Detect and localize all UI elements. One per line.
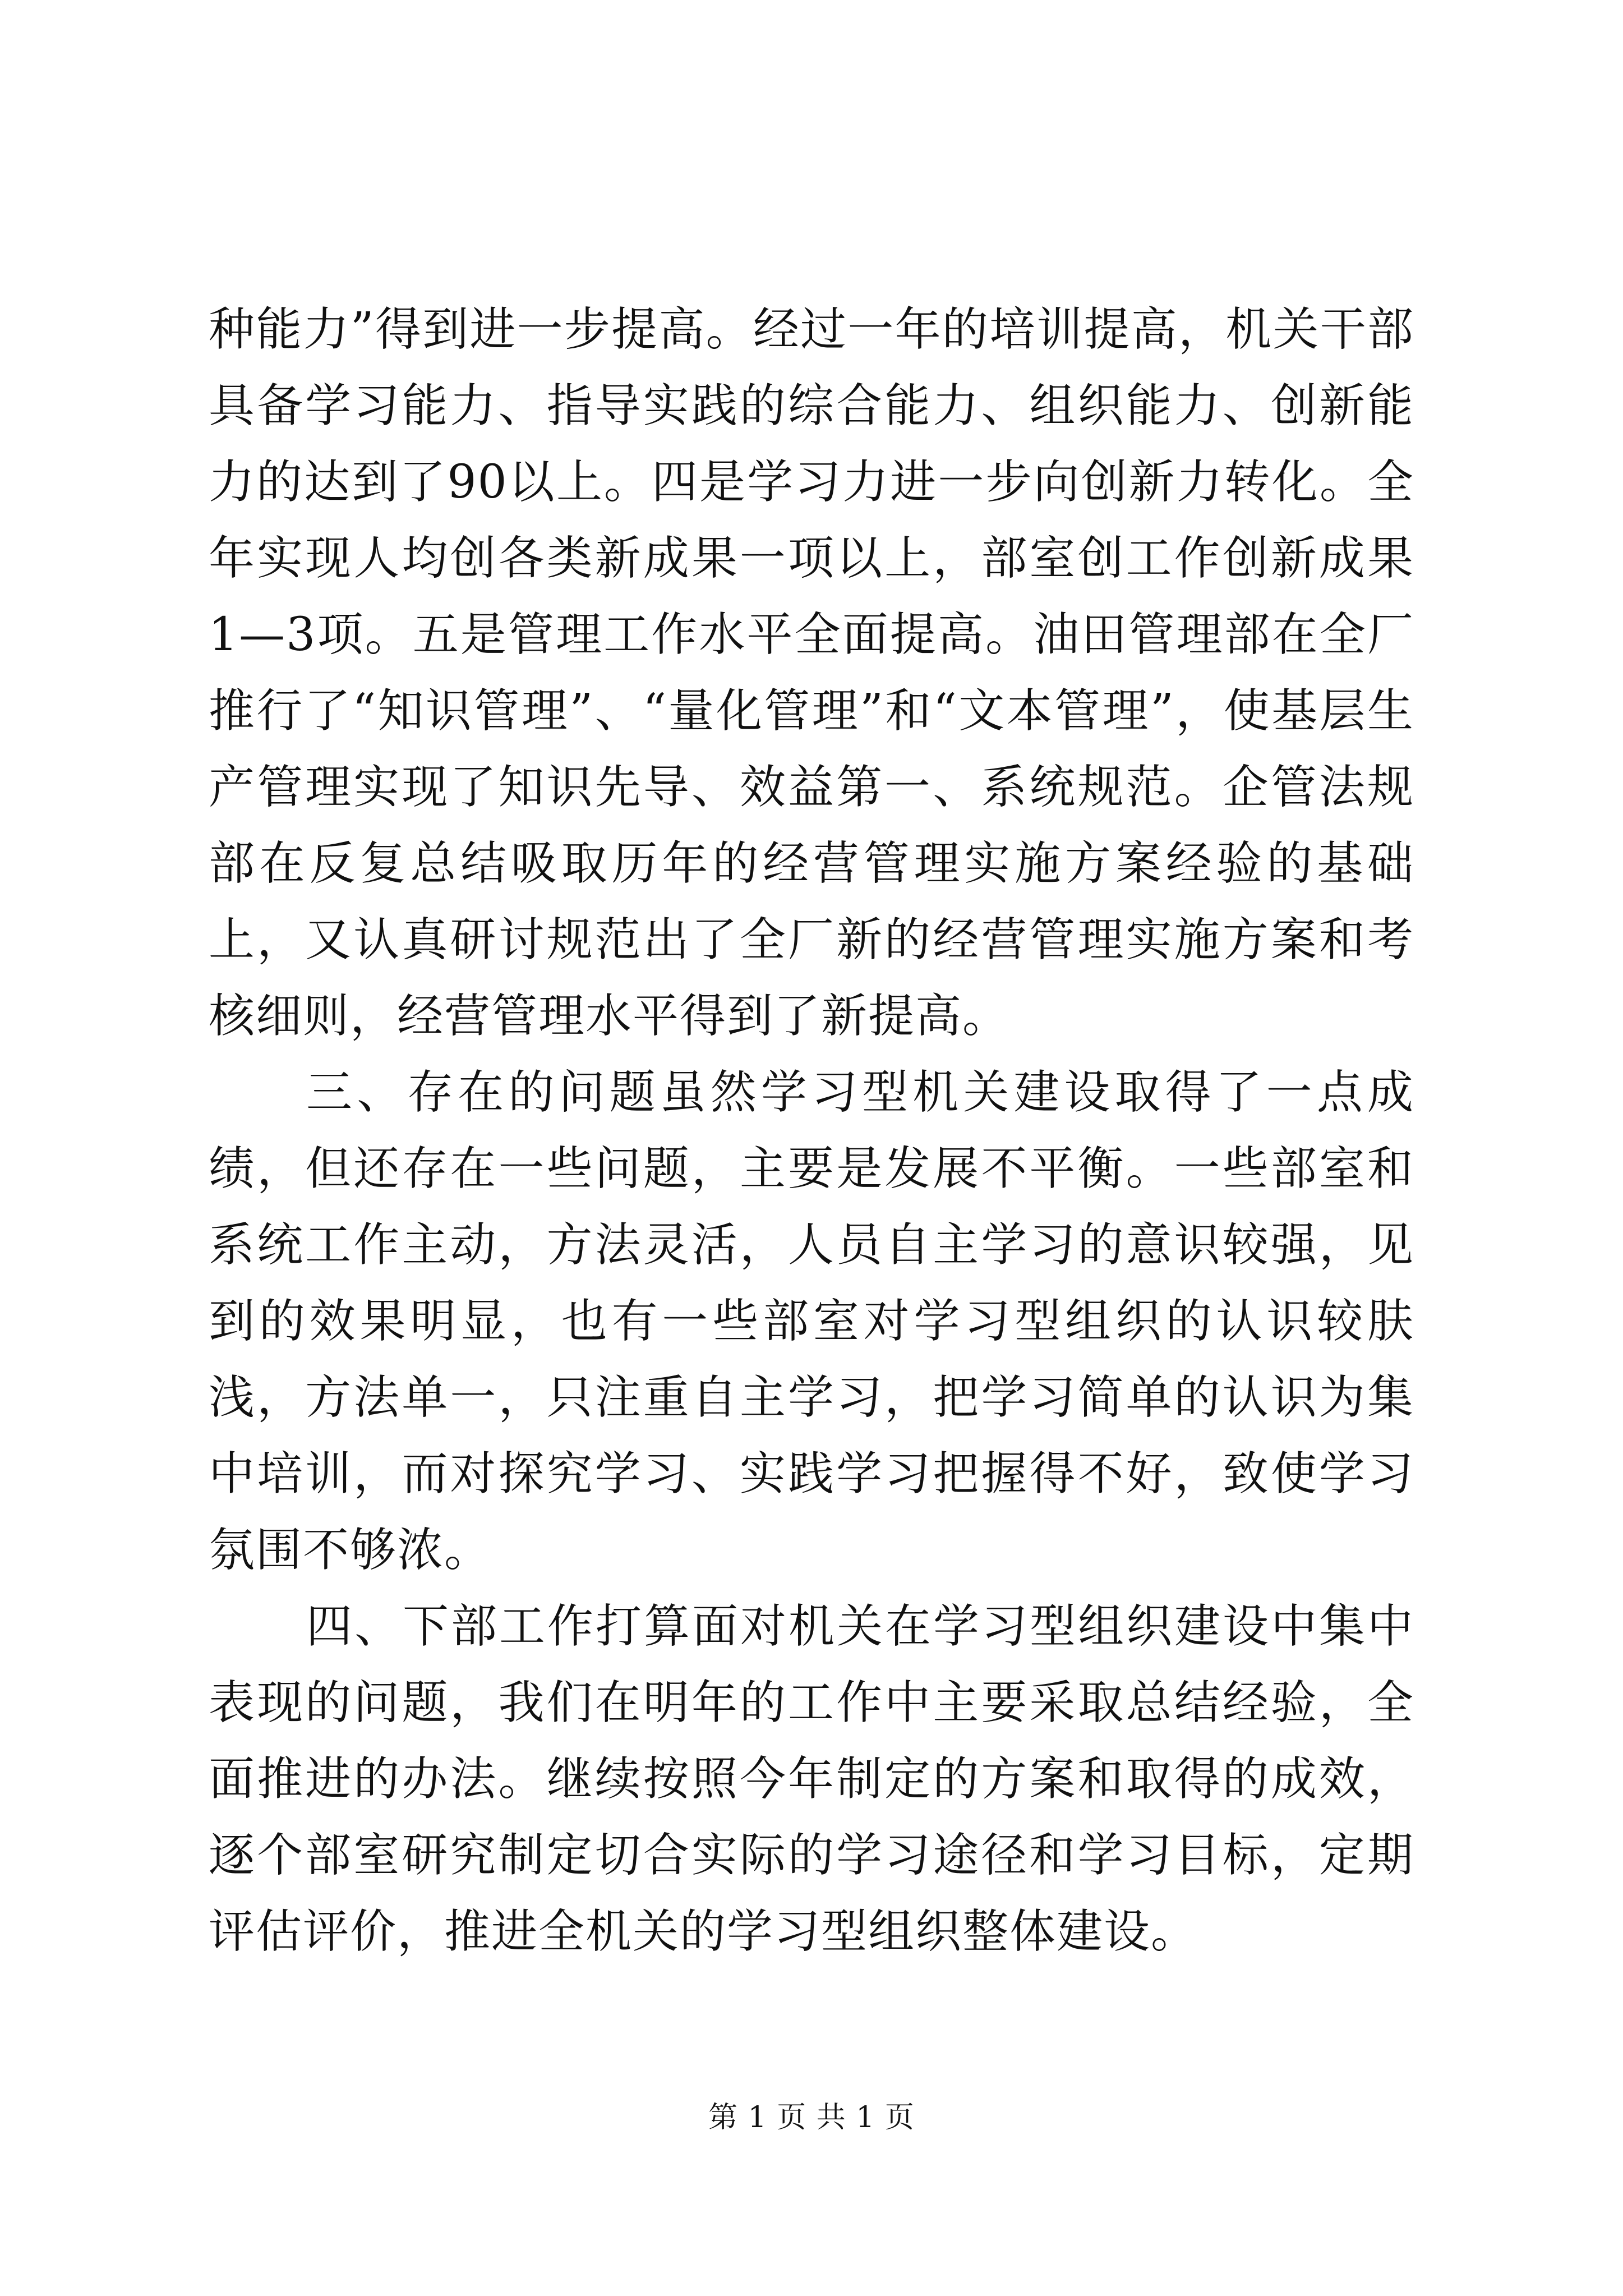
paragraph-section-three: 三、存在的问题虽然学习型机关建设取得了一点成绩，但还存在一些问题，主要是发展不平衡。一些部室和系统工作主动，方法灵活，人员自主学习的意识较强，见到的效果明显，也有一些部室对学习型组织的认识较肤浅，方法单一，只注重自主学习，把学习简单的认识为集中培训，而对探究学习、实践学习把握得不好，致使学习氛围不够浓。 — [209, 1066, 1414, 1577]
page-footer: 第 1 页 共 1 页 — [708, 2101, 915, 2134]
paragraph-continuation: 种能力”得到进一步提高。经过一年的培训提高，机关干部具备学习能力、指导实践的综合能力、组织能力、创新能力的达到了90以上。四是学习力进一步向创新力转化。全年实现人均创各类新成果一项以上，部室创工作创新成果1—3项。五是管理工作水平全面提高。油田管理部在全厂推行了“知识管理”、“量化管理”和“文本管理”，使基层生产管理实现了知识先导、效益第一、系统规范。企管法规部在反复总结吸取历年的经营管理实施方案经验的基础上，又认真研讨规范出了全厂新的经营管理实施方案和考核细则，经营管理水平得到了新提高。 — [209, 303, 1414, 1043]
document-body — [209, 292, 1414, 1970]
paragraph-section-four: 四、下部工作打算面对机关在学习型组织建设中集中表现的问题，我们在明年的工作中主要采取总结经验，全面推进的办法。继续按照今年制定的方案和取得的成效，逐个部室研究制定切合实际的学习途径和学习目标，定期评估评价，推进全机关的学习型组织整体建设。 — [209, 1600, 1414, 1958]
